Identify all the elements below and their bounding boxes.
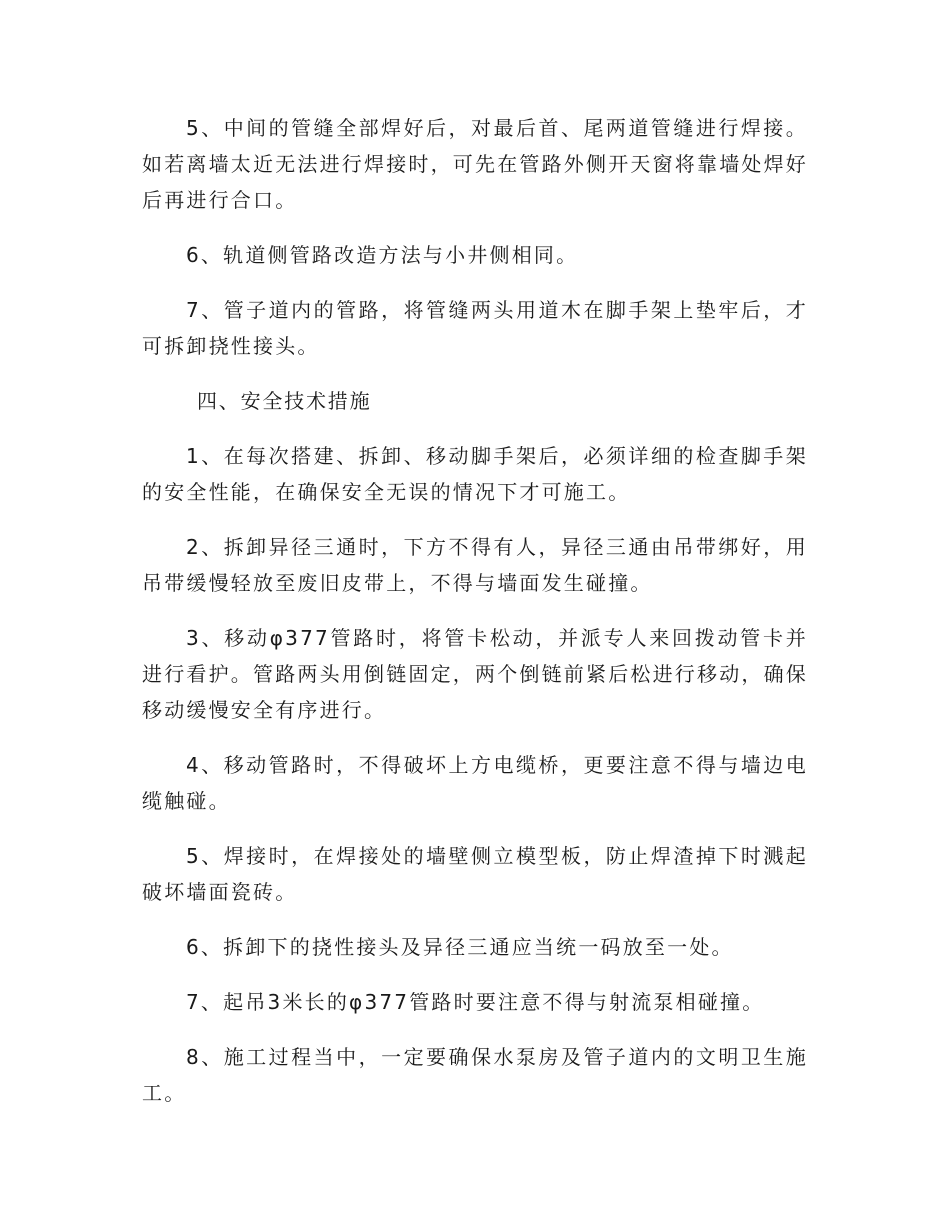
paragraph-step-6: 6、轨道侧管路改造方法与小井侧相同。 (186, 243, 579, 267)
safety-measure-7: 7、起吊3米长的φ377管路时要注意不得与射流泵相碰撞。 (186, 990, 765, 1014)
safety-measure-6: 6、拆卸下的挠性接头及异径三通应当统一码放至一处。 (186, 935, 734, 959)
safety-measure-8: 8、施工过程当中，一定要确保水泵房及管子道内的文明卫生施工。 (142, 1045, 808, 1105)
safety-measure-2: 2、拆卸异径三通时，下方不得有人，异径三通由吊带绑好，用吊带缓慢轻放至废旧皮带上，不得与墙面发生碰撞。 (142, 535, 808, 595)
safety-measure-1: 1、在每次搭建、拆卸、移动脚手架后，必须详细的检查脚手架的安全性能，在确保安全无误的情况下才可施工。 (142, 444, 808, 504)
safety-measure-3: 3、移动φ377管路时，将管卡松动，并派专人来回拨动管卡并进行看护。管路两头用倒链固定，两个倒链前紧后松进行移动，确保移动缓慢安全有序进行。 (142, 626, 808, 722)
paragraph-step-7: 7、管子道内的管路，将管缝两头用道木在脚手架上垫牢后，才可拆卸挠性接头。 (142, 298, 808, 358)
section-heading: 四、安全技术措施 (197, 389, 372, 413)
safety-measure-4: 4、移动管路时，不得破坏上方电缆桥，更要注意不得与墙边电缆触碰。 (142, 753, 808, 813)
document-body (142, 110, 808, 1130)
safety-measure-5: 5、焊接时，在焊接处的墙壁侧立模型板，防止焊渣掉下时溅起破坏墙面瓷砖。 (142, 844, 808, 904)
paragraph-step-5: 5、中间的管缝全部焊好后，对最后首、尾两道管缝进行焊接。如若离墙太近无法进行焊接时，可先在管路外侧开天窗将靠墙处焊好后再进行合口。 (142, 116, 808, 212)
